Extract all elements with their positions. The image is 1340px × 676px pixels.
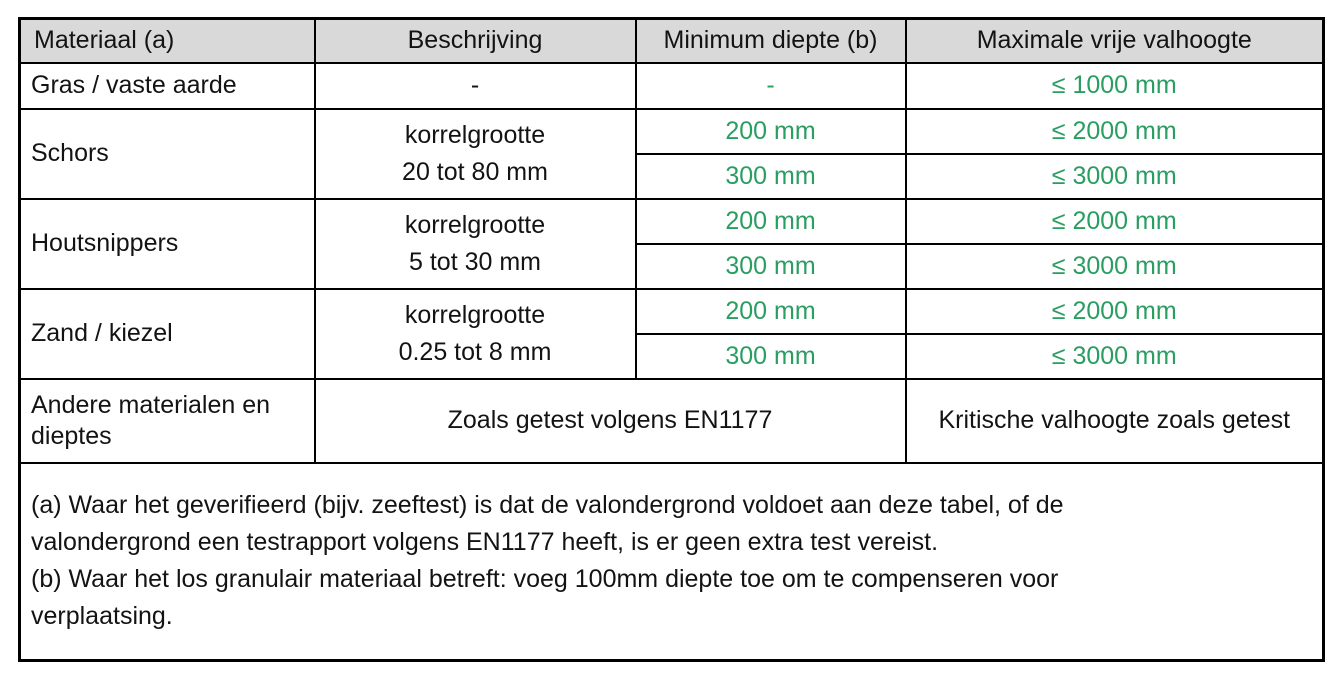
cell-max-fall-height: ≤ 2000 mm	[906, 109, 1324, 154]
cell-min-depth: 300 mm	[636, 334, 906, 379]
column-header-material: Materiaal (a)	[20, 19, 315, 63]
footnote-b-line-1: (b) Waar het los granulair materiaal betreft: voeg 100mm diepte toe om te compenseren voor	[31, 565, 1059, 594]
cell-max-fall-height: ≤ 2000 mm	[906, 289, 1324, 334]
description-line-1: korrelgrootte	[404, 120, 546, 149]
cell-material: Andere materialen en dieptes	[20, 379, 315, 463]
cell-min-depth: 200 mm	[636, 109, 906, 154]
cell-material: Zand / kiezel	[20, 289, 315, 379]
cell-material: Gras / vaste aarde	[20, 63, 315, 109]
cell-min-depth: 200 mm	[636, 199, 906, 244]
cell-description: -	[315, 63, 636, 109]
footnote-b-line-2: verplaatsing.	[31, 602, 173, 631]
description-line-2: 5 tot 30 mm	[409, 247, 541, 276]
cell-min-depth: 300 mm	[636, 154, 906, 199]
cell-max-fall-height: ≤ 3000 mm	[906, 334, 1324, 379]
cell-material: Schors	[20, 109, 315, 199]
description-line-1: korrelgrootte	[404, 210, 546, 239]
table-footnote-row	[20, 463, 1324, 661]
surfacing-requirements-table	[18, 17, 1325, 662]
table-row-andere-materialen	[20, 379, 1324, 463]
cell-min-depth: 200 mm	[636, 289, 906, 334]
cell-min-depth: -	[636, 63, 906, 109]
description-line-1: korrelgrootte	[404, 300, 546, 329]
column-header-min-depth: Minimum diepte (b)	[636, 19, 906, 63]
table-row-houtsnippers-1	[20, 199, 1324, 244]
cell-description: Zoals getest volgens EN1177	[315, 379, 906, 463]
footnote-a-line-2: valondergrond een testrapport volgens EN1177 heeft, is er geen extra test vereist.	[31, 528, 939, 557]
cell-min-depth: 300 mm	[636, 244, 906, 289]
cell-material: Houtsnippers	[20, 199, 315, 289]
footnote-a-line-1: (a) Waar het geverifieerd (bijv. zeeftest) is dat de valondergrond voldoet aan deze tabel, of de	[31, 491, 1064, 520]
table-header-row	[20, 19, 1324, 63]
cell-max-fall-height: ≤ 3000 mm	[906, 244, 1324, 289]
cell-max-fall-height: ≤ 3000 mm	[906, 154, 1324, 199]
table-row-schors-1	[20, 109, 1324, 154]
column-header-max-fall-height: Maximale vrije valhoogte	[906, 19, 1324, 63]
cell-description	[315, 109, 636, 199]
column-header-description: Beschrijving	[315, 19, 636, 63]
cell-description	[315, 199, 636, 289]
table-row-zand-1	[20, 289, 1324, 334]
cell-max-fall-height: ≤ 2000 mm	[906, 199, 1324, 244]
table-row-gras	[20, 63, 1324, 109]
description-line-2: 0.25 tot 8 mm	[398, 337, 552, 366]
footnotes-block	[20, 463, 1324, 661]
cell-max-fall-height: Kritische valhoogte zoals getest	[906, 379, 1324, 463]
cell-max-fall-height: ≤ 1000 mm	[906, 63, 1324, 109]
cell-description	[315, 289, 636, 379]
description-line-2: 20 tot 80 mm	[402, 157, 548, 186]
